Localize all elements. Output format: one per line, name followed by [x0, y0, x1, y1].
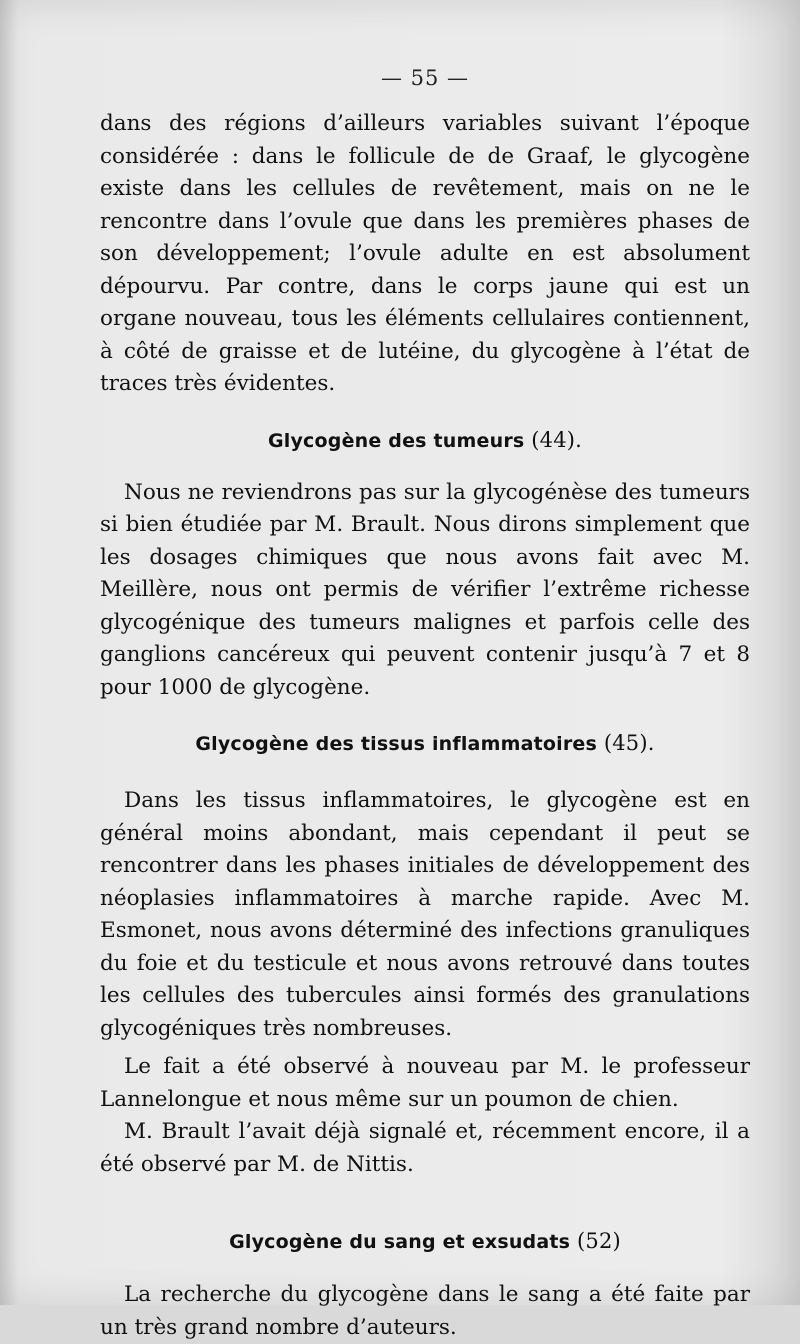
page-content — [100, 66, 750, 1344]
paragraph-inflammatoires-2: Le fait a été observé à nouveau par M. le professeur Lannelongue et nous même sur un poumon de chien. — [100, 1054, 750, 1112]
page-number: — 55 — — [380, 66, 470, 90]
heading-title: Glycogène des tumeurs — [267, 429, 525, 452]
paragraph-intro: dans des régions d’ailleurs variables suivant l’époque considérée : dans le follicule de de Graaf, le glycogène existe dans les cellules de revêtement, mais on ne le rencontre dans l’ovule que dans les premières phases de son développement; l’ovule adulte en est absolument dépourvu. Par contre, dans le corps jaune qui est un organe nouveau, tous les éléments cellulaires contiennent, à côté de graisse et de lutéine, du glycogène à l’état de traces très évidentes. — [100, 111, 750, 396]
heading-reference: (44). — [531, 427, 583, 452]
section-heading-tumeurs — [100, 428, 750, 452]
heading-reference: (52) — [577, 1229, 621, 1253]
heading-title: Glycogène du sang et exsudats — [229, 1231, 571, 1253]
heading-reference: (45). — [603, 731, 655, 755]
paragraph-inflammatoires-3: M. Brault l’avait déjà signalé et, récemment encore, il a été observé par M. de Nittis. — [100, 1119, 750, 1177]
paragraph-inflammatoires-1: Dans les tissus inflammatoires, le glycogène est en général moins abondant, mais cependant il peut se rencontrer dans les phases initiales de développement des néoplasies inflammatoires à marche rapide. Avec M. Esmonet, nous avons déterminé des infections granuliques du foie et du testicule et nous avons retrouvé dans toutes les cellules des tubercules ainsi formés des granulations glycogéniques très nombreuses. — [100, 788, 750, 1041]
paragraph-sang: La recherche du glycogène dans le sang a été faite par un très grand nombre d’auteurs. — [100, 1282, 750, 1340]
heading-title: Glycogène des tissus inflammatoires — [195, 733, 598, 755]
section-heading-inflammatoires — [100, 731, 750, 755]
section-heading-sang — [100, 1229, 750, 1253]
paragraph-tumeurs: Nous ne reviendrons pas sur la glycogénèse des tumeurs si bien étudiée par M. Brault. Nous dirons simplement que les dosages chimiques que nous avons fait avec M. Meillère, nous ont permis de vérifier l’extrême richesse glycogénique des tumeurs malignes et parfois celle des ganglions cancéreux qui peuvent contenir jusqu’à 7 et 8 pour 1000 de glycogène. — [100, 479, 750, 700]
